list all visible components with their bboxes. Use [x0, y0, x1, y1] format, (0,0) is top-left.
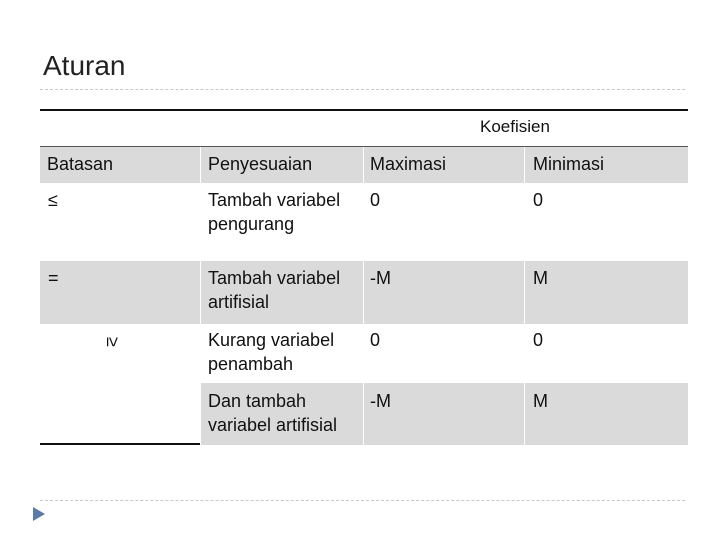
- play-arrow-icon[interactable]: [33, 507, 45, 521]
- row2-penyesuaian: Tambah variabel artifisial: [208, 268, 341, 312]
- col-header-minimasi: Minimasi: [533, 154, 605, 174]
- row4-minimasi: M: [533, 391, 548, 411]
- row3-batasan: ≥: [102, 337, 123, 347]
- col-header-maximasi: Maximasi: [370, 154, 447, 174]
- row1-penyesuaian: Tambah variabel pengurang: [208, 190, 341, 234]
- row3-maximasi: 0: [370, 330, 381, 350]
- col-header-penyesuaian: Penyesuaian: [208, 154, 313, 174]
- row2-minimasi: M: [533, 268, 548, 288]
- row3-penyesuaian: Kurang variabel penambah: [208, 330, 335, 374]
- row4-penyesuaian: Dan tambah variabel artifisial: [208, 391, 338, 435]
- header-rule: [40, 146, 688, 147]
- row1-batasan: ≤: [48, 190, 58, 210]
- row2-maximasi: -M: [370, 268, 391, 288]
- row2-batasan: =: [48, 268, 59, 288]
- row3-minimasi: 0: [533, 330, 544, 350]
- col-sep-2: [363, 111, 364, 445]
- row1-minimasi: 0: [533, 190, 544, 210]
- col-header-batasan: Batasan: [47, 154, 114, 174]
- row4-maximasi: -M: [370, 391, 391, 411]
- bottom-divider: [40, 500, 685, 501]
- slide-title: Aturan: [43, 50, 126, 81]
- row1-maximasi: 0: [370, 190, 381, 210]
- top-divider: [40, 89, 685, 90]
- coefficient-table: [40, 109, 688, 445]
- col-sep-1: [200, 111, 201, 445]
- row-band-2: [40, 261, 688, 324]
- group-header-koefisien: Koefisien: [480, 117, 550, 136]
- col-sep-3: [524, 111, 525, 445]
